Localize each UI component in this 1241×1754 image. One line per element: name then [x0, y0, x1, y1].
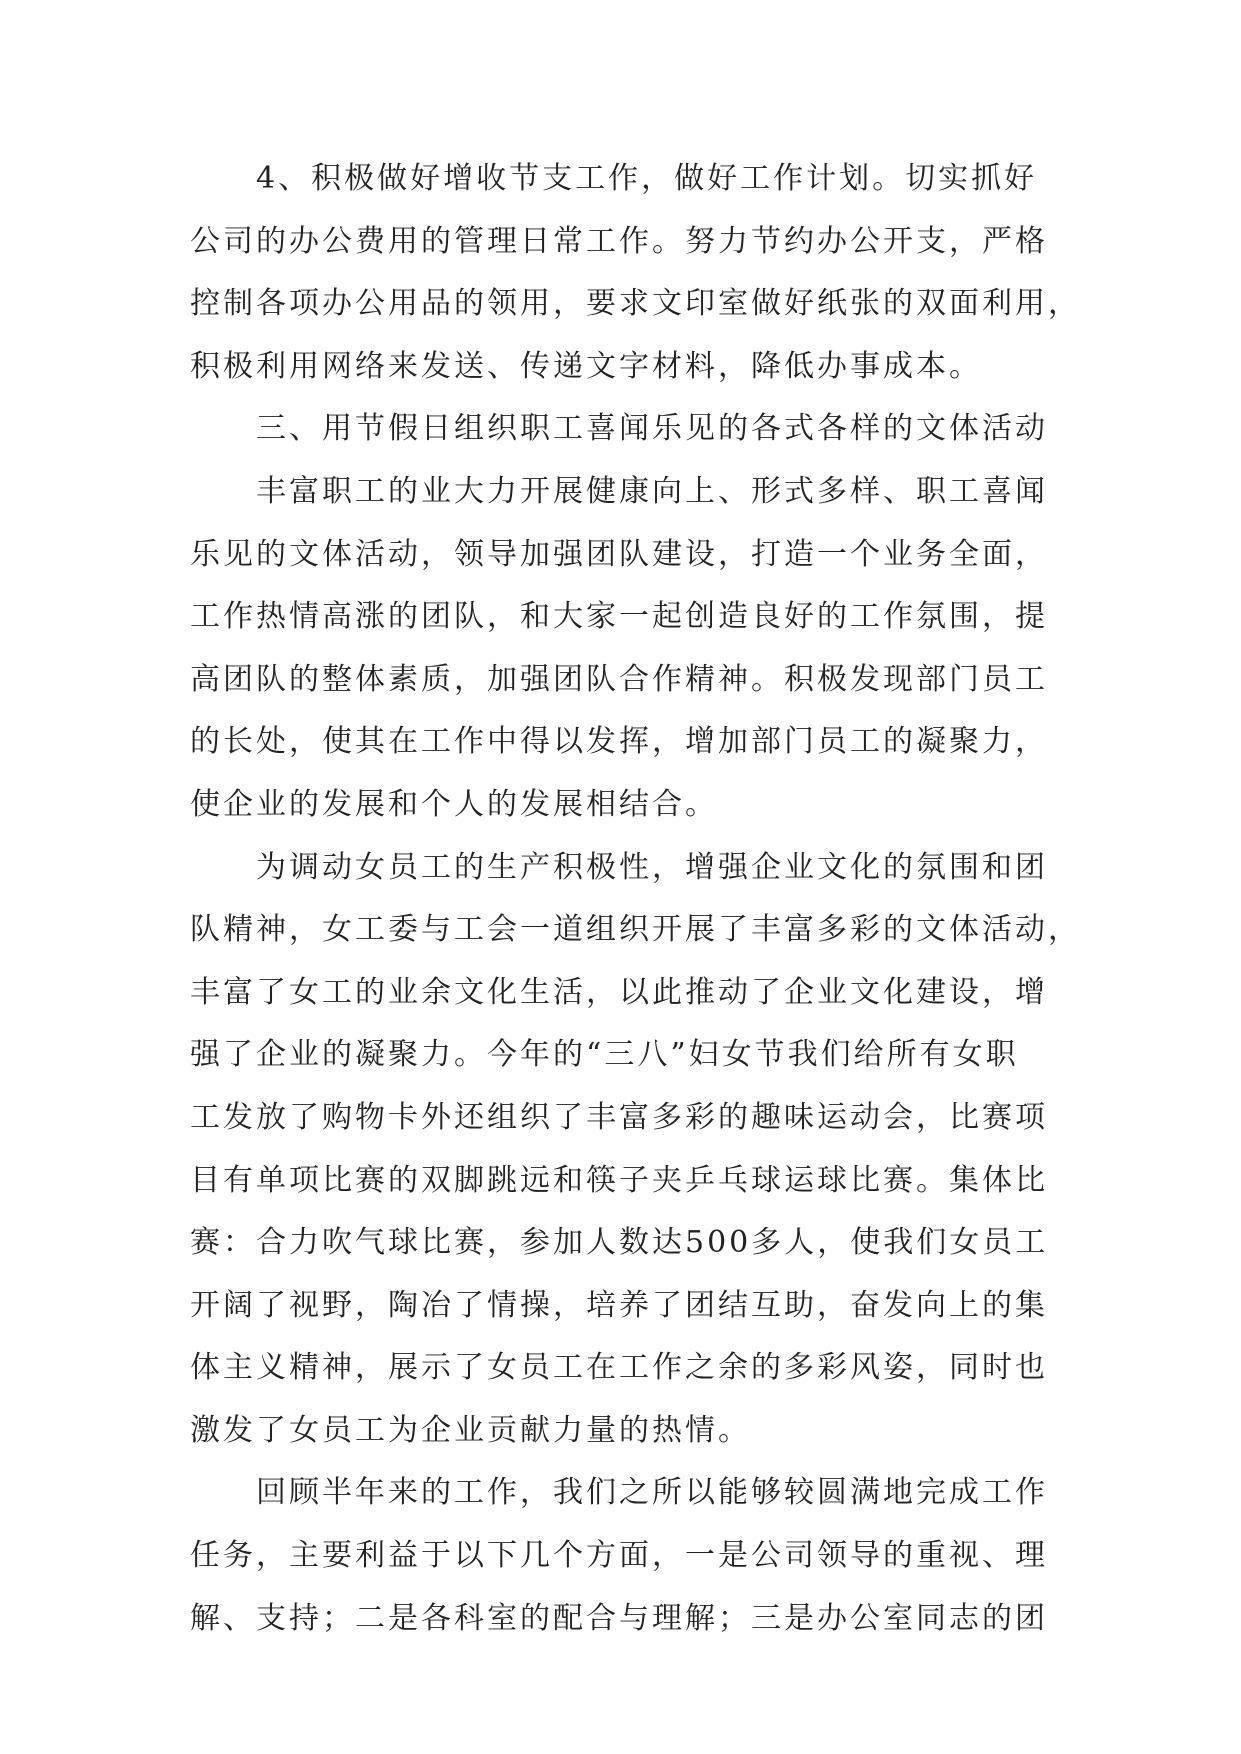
text-line: 乐见的文体活动，领导加强团队建设，打造一个业务全面，	[190, 536, 1048, 572]
text-line: 4、积极做好增收节支工作，做好工作计划。切实抓好	[256, 161, 1038, 196]
text-line: 控制各项办公用品的领用，要求文印室做好纸张的双面利用，	[190, 286, 1081, 322]
text-line: 队精神，女工委与工会一道组织开展了丰富多彩的文体活动，	[190, 912, 1081, 948]
text-line: 工作热情高涨的团队，和大家一起创造良好的工作氛围，提	[190, 599, 1048, 635]
text-line: 解、支持；二是各科室的配合与理解；三是办公室同志的团	[190, 1600, 1048, 1636]
text-line: 为调动女员工的生产积极性，增强企业文化的氛围和团	[256, 849, 1048, 885]
text-line: 目有单项比赛的双脚跳远和筷子夹乒乓球运球比赛。集体比	[190, 1162, 1048, 1198]
text-line: 使企业的发展和个人的发展相结合。	[190, 786, 718, 822]
text-line: 丰富职工的业大力开展健康向上、形式多样、职工喜闻	[256, 473, 1048, 509]
text-line: 高团队的整体素质，加强团队合作精神。积极发现部门员工	[190, 661, 1048, 697]
section-heading: 三、用节假日组织职工喜闻乐见的各式各样的文体活动	[256, 411, 1048, 447]
body-text	[190, 158, 1081, 1660]
text-line: 的长处，使其在工作中得以发挥，增加部门员工的凝聚力，	[190, 724, 1048, 760]
text-line: 强了企业的凝聚力。今年的“三八”妇女节我们给所有女职	[190, 1037, 1019, 1073]
text-line: 赛：合力吹气球比赛，参加人数达500多人，使我们女员工	[190, 1225, 1049, 1261]
text-line: 任务，主要利益于以下几个方面，一是公司领导的重视、理	[190, 1538, 1048, 1574]
text-line: 体主义精神，展示了女员工在工作之余的多彩风姿，同时也	[190, 1350, 1048, 1386]
text-line: 工发放了购物卡外还组织了丰富多彩的趣味运动会，比赛项	[190, 1099, 1048, 1135]
text-line: 丰富了女工的业余文化生活，以此推动了企业文化建设，增	[190, 974, 1048, 1010]
text-line: 积极利用网络来发送、传递文字材料，降低办事成本。	[190, 348, 982, 384]
text-line: 回顾半年来的工作，我们之所以能够较圆满地完成工作	[256, 1475, 1048, 1511]
text-line: 激发了女员工为企业贡献力量的热情。	[190, 1412, 751, 1448]
text-line: 开阔了视野，陶冶了情操，培养了团结互助，奋发向上的集	[190, 1287, 1048, 1323]
text-line: 公司的办公费用的管理日常工作。努力节约办公开支，严格	[190, 223, 1048, 259]
